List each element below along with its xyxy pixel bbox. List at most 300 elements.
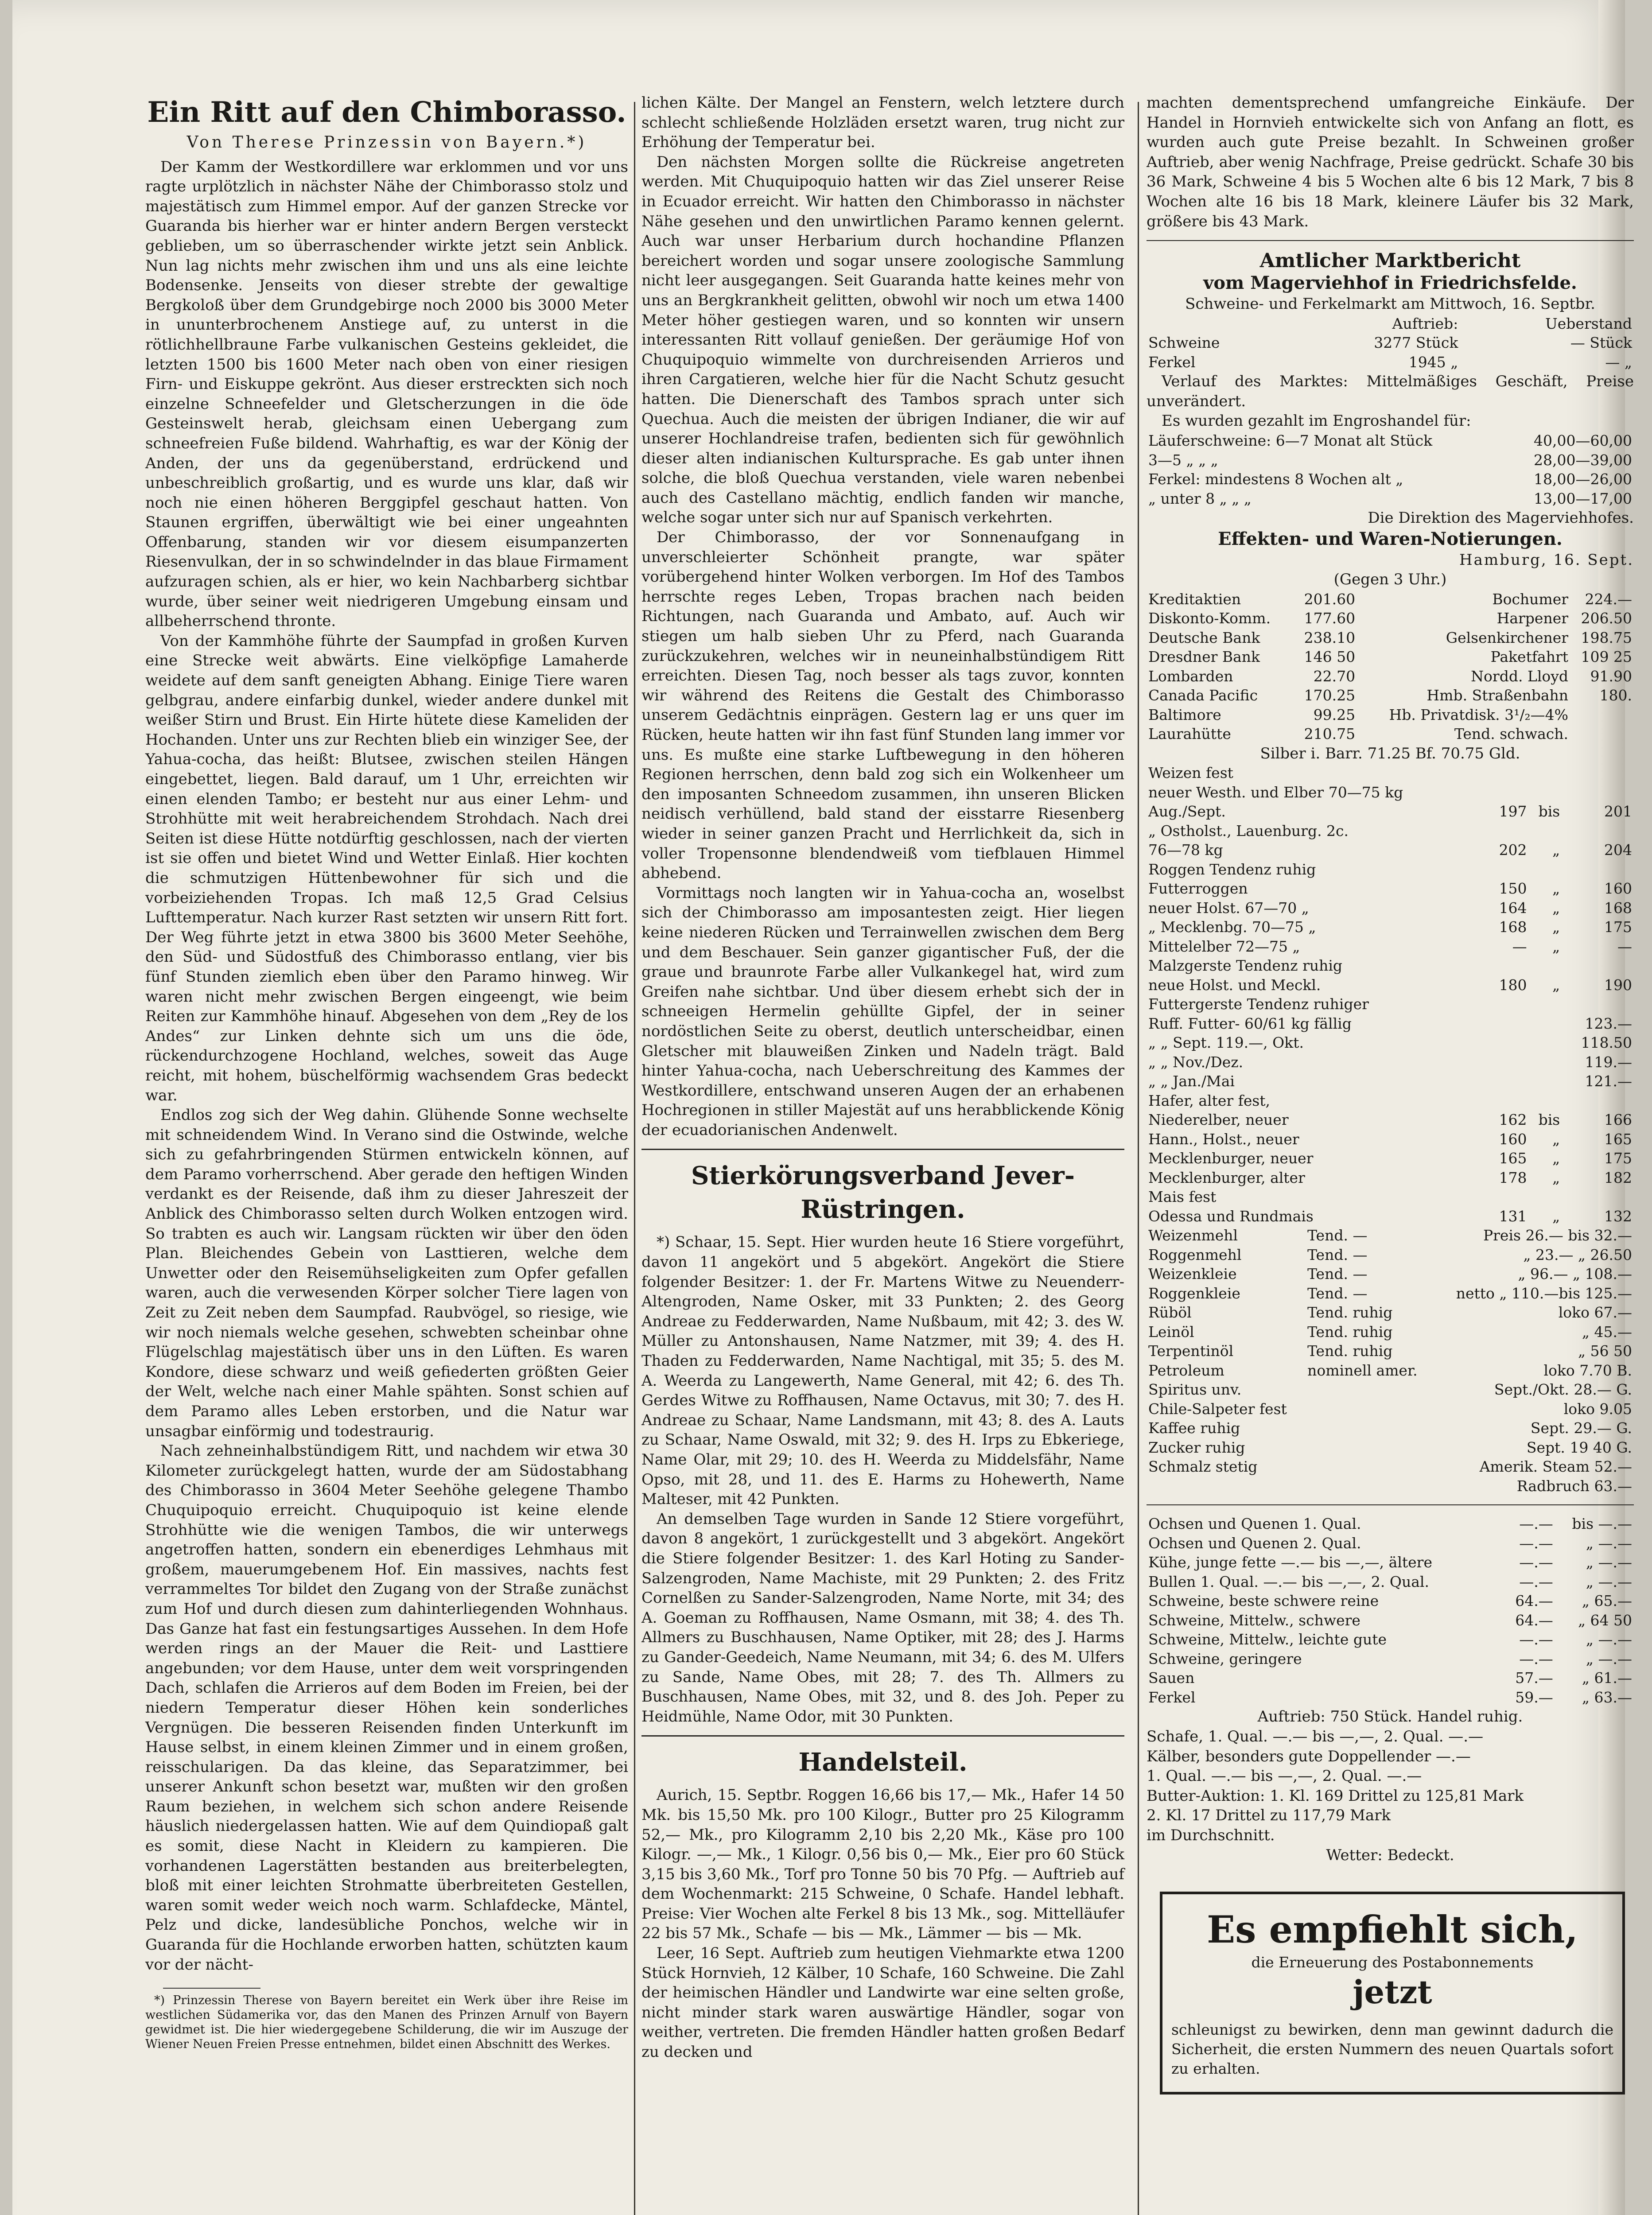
table-cell: 168: [1604, 899, 1632, 917]
table-cell: 164: [1499, 899, 1527, 917]
table-row: [1147, 647, 1634, 667]
table-cell: [1487, 1053, 1529, 1072]
table-cell: [1306, 1418, 1433, 1438]
table-cell: Bullen 1. Qual. —.— bis —,—, 2. Qual.: [1148, 1573, 1429, 1590]
column-divider: [634, 102, 635, 2215]
table-cell: [1487, 1033, 1529, 1053]
table-row: [1147, 763, 1634, 783]
table-cell: „ 96.— „ 108.—: [1518, 1265, 1632, 1283]
table-cell: „: [1552, 976, 1560, 994]
table-cell: Niederelber, neuer: [1148, 1111, 1289, 1129]
market-verlauf: Verlauf des Marktes: Mittelmäßiges Geschäft, Preise unverändert.: [1147, 373, 1634, 410]
table-row: [1147, 1226, 1634, 1245]
table-cell: 198.75: [1581, 629, 1632, 646]
table-cell: —.—: [1519, 1515, 1553, 1533]
table-cell: Spiritus unv.: [1148, 1381, 1242, 1399]
cattle-tail-line: Kälber, besonders gute Doppellender —.—: [1147, 1747, 1471, 1765]
table-cell: „: [1552, 1150, 1560, 1167]
table-cell: Terpentinöl: [1148, 1342, 1234, 1360]
table-cell: Sept. 19 40 G.: [1526, 1438, 1632, 1456]
cattle-table: [1147, 1514, 1634, 1707]
table-cell: 3—5 „ „ „: [1148, 451, 1218, 469]
table-cell: Preis 26.— bis 32.—: [1483, 1227, 1632, 1244]
table-cell: Tend. ruhig: [1307, 1342, 1393, 1360]
table-cell: — Stück: [1570, 334, 1632, 352]
cattle-auftrieb: Auftrieb: 750 Stück. Handel ruhig.: [1257, 1708, 1523, 1726]
table-row: [1147, 860, 1634, 879]
table-cell: Mecklenburger, neuer: [1148, 1150, 1314, 1167]
table-row: [1147, 821, 1634, 841]
table-cell: Roggenkleie: [1148, 1284, 1240, 1302]
table-cell: Aug./Sept.: [1148, 803, 1226, 820]
table-cell: 166: [1604, 1111, 1632, 1129]
table-cell: 64.—: [1515, 1592, 1553, 1610]
table-cell: 160: [1604, 880, 1632, 898]
table-cell: „ 61.—: [1582, 1669, 1632, 1687]
table-row: [1147, 590, 1634, 609]
article-paragraph: lichen Kälte. Der Mangel an Fenstern, welch letztere durch schlecht schließende Holzläden ersetzt waren, trug nicht zur Erhöhung der Temperatur bei.: [641, 94, 1124, 152]
market-paragraph: machten dementsprechend umfangreiche Einkäufe. Der Handel in Hornvieh entwickelte sich von Anfang an flott, es wurden auch gute Preise bezahlt. In Schweinen großer Auftrieb, aber wenig Nachfrage, Preise gedrückt. Schafe 30 bis 36 Mark, Schweine 4 bis 5 Wochen alte 6 bis 12 Mark, 7 bis 8 Wochen alte 16 bis 18 Mark, kleinere Läufer bis 32 Mark, größere bis 43 Mark.: [1147, 94, 1634, 230]
engros-table: [1147, 431, 1634, 508]
table-cell: [1487, 783, 1529, 802]
table-row: [1147, 937, 1634, 956]
table-cell: Odessa und Rundmais: [1148, 1207, 1314, 1225]
cattle-tail-line: 2. Kl. 17 Drittel zu 117,79 Mark: [1147, 1807, 1391, 1825]
direktion-signature: Die Direktion des Magerviehhofes.: [1368, 509, 1634, 527]
table-row: [1147, 1361, 1634, 1380]
table-cell: neuer Westh. und Elber 70—75 kg: [1148, 783, 1403, 801]
table-cell: Futterroggen: [1148, 880, 1248, 898]
table-row: [1147, 1130, 1634, 1149]
table-cell: „: [1552, 937, 1560, 955]
article-title: Ein Ritt auf den Chimborasso.: [147, 96, 626, 129]
table-cell: „: [1552, 918, 1560, 936]
table-cell: Schweine: [1148, 334, 1220, 352]
table-row: [1147, 724, 1634, 744]
table-cell: Tend. ruhig: [1307, 1323, 1393, 1341]
table-cell: loko 67.—: [1558, 1304, 1632, 1321]
silber-line: Silber i. Barr. 71.25 Bf. 70.75 Gld.: [1260, 744, 1520, 762]
table-row: [1147, 879, 1634, 898]
table-header: Ueberstand: [1545, 315, 1632, 332]
table-cell: 165: [1604, 1130, 1632, 1148]
table-row: [1147, 995, 1634, 1014]
table-cell: [1306, 1477, 1433, 1496]
table-cell: [1306, 1399, 1433, 1419]
table-cell: —.—: [1519, 1631, 1553, 1648]
table-cell: „: [1552, 1130, 1560, 1148]
table-cell: Schweine, beste schwere reine: [1148, 1592, 1379, 1610]
table-cell: [1306, 1457, 1433, 1477]
table-cell: —.—: [1519, 1534, 1553, 1552]
table-cell: Sept. 29.— G.: [1530, 1419, 1632, 1437]
table-cell: bis: [1538, 803, 1560, 820]
magerviehhof-market-date: Schweine- und Ferkelmarkt am Mittwoch, 16. Septbr.: [1185, 295, 1595, 313]
table-cell: Paketfahrt: [1490, 648, 1569, 666]
table-row: [1147, 1303, 1634, 1322]
table-cell: 18,00—26,00: [1534, 470, 1632, 488]
table-cell: Sauen: [1148, 1669, 1195, 1687]
table-row: [1147, 1187, 1634, 1207]
table-cell: Mais fest: [1148, 1188, 1217, 1206]
table-row: [1147, 1688, 1634, 1707]
table-cell: —.—: [1519, 1573, 1553, 1590]
table-cell: 3277 Stück: [1374, 334, 1458, 352]
table-cell: „ —.—: [1586, 1534, 1632, 1552]
table-cell: Lombarden: [1148, 667, 1233, 685]
table-cell: Roggen Tendenz ruhig: [1148, 860, 1316, 878]
table-cell: Leinöl: [1148, 1323, 1194, 1341]
table-cell: „ 65.—: [1582, 1592, 1632, 1610]
table-cell: —.—: [1519, 1554, 1553, 1571]
article-paragraph: Vormittags noch langten wir in Yahua-cocha an, woselbst sich der Chimborasso am imposantesten zeigt. Hier liegen keine niederen Rücken und Terrainwellen zwischen dem Berg und dem Beschauer. Sein ganzer gigantischer Fuß, der die graue und braunrote Farbe aller Vulkankegel hat, wird zum Greifen nahe sichtbar. Und über diesem erhebt sich der in schneeigen Hermelin gehüllte Gipfel, der in seiner nordöstlichen Seite zu oberst, deutlich unterscheidbar, einen Gletscher mit blauweißen Zinken und Nadeln trägt. Bald hinter Yahua-cocha, nach Ueberschreitung des Kammes der Westkordillere, entschwand unseren Augen der an erhabenen Hochregionen in stiller Majestät auf uns herabblickende König der ecuadorianischen Andenwelt.: [641, 884, 1124, 1139]
table-cell: Laurahütte: [1148, 725, 1231, 743]
table-cell: Hafer, alter fest,: [1148, 1092, 1271, 1109]
table-cell: 165: [1499, 1150, 1527, 1167]
table-row: [1147, 1514, 1634, 1534]
cattle-tail-line: Butter-Auktion: 1. Kl. 169 Drittel zu 125,81 Mark: [1147, 1787, 1524, 1805]
table-cell: Sept./Okt. 28.— G.: [1494, 1381, 1632, 1399]
table-cell: [1529, 1014, 1562, 1034]
table-cell: Malzgerste Tendenz ruhig: [1148, 957, 1343, 975]
table-cell: [1487, 956, 1529, 975]
table-row: [1147, 1207, 1634, 1226]
table-row: [1147, 1611, 1634, 1630]
table-cell: [1562, 821, 1634, 841]
table-cell: Futtergerste Tendenz ruhiger: [1148, 995, 1369, 1013]
table-cell: [1529, 763, 1562, 783]
cattle-tail-line: 1. Qual. —.— bis —,—, 2. Qual. —.—: [1147, 1767, 1422, 1785]
table-cell: Amerik. Steam 52.—: [1479, 1458, 1632, 1476]
table-row: [1147, 1438, 1634, 1457]
cattle-tail-line: im Durchschnitt.: [1147, 1826, 1275, 1844]
table-cell: 204: [1604, 841, 1632, 859]
effekten-title: Effekten- und Waren-Notierungen.: [1218, 528, 1563, 549]
table-cell: „: [1552, 880, 1560, 898]
table-row: [1147, 1091, 1634, 1111]
table-cell: Petroleum: [1148, 1361, 1224, 1379]
section-rule: [1147, 240, 1634, 241]
table-row: [1147, 1591, 1634, 1611]
table-cell: neuer Holst. 67—70 „: [1148, 899, 1309, 917]
table-cell: 118.50: [1581, 1034, 1632, 1052]
table-cell: 132: [1604, 1207, 1632, 1225]
table-cell: Tend. —: [1307, 1265, 1368, 1283]
table-cell: Canada Pacific: [1148, 687, 1258, 704]
table-cell: 180: [1499, 976, 1527, 994]
table-row: [1147, 1668, 1634, 1688]
table-cell: 22.70: [1313, 667, 1356, 685]
table-row: [1147, 1014, 1634, 1034]
table-cell: [1529, 783, 1562, 802]
table-cell: „ 23.— „ 26.50: [1523, 1246, 1632, 1263]
table-cell: 170.25: [1304, 687, 1356, 704]
handel-paragraph: Aurich, 15. Septbr. Roggen 16,66 bis 17,— Mk., Hafer 14 50 Mk. bis 15,50 Mk. pro 100 Kilogr., Butter pro 25 Kilogramm 52,— Mk., pro Kilogramm 2,10 bis 2,20 Mk., Käse pro 100 Kilogr. —,— Mk., 1 Kilogr. 0,56 bis 0,— Mk., Eier pro 60 Stück 3,15 bis 3,60 Mk., Torf pro Tonne 50 bis 70 Pfg. — Auftrieb auf dem Wochenmarkt: 215 Schweine, 0 Schafe. Handel lebhaft. Preise: Vier Wochen alte Ferkel 8 bis 13 Mk., sog. Mittelläufer 22 bis 57 Mk., Schafe — bis — Mk., Lämmer — bis — Mk.: [641, 1786, 1124, 1943]
table-cell: [1529, 995, 1562, 1014]
cattle-tail-line: Schafe, 1. Qual. —.— bis —,—, 2. Qual. —.—: [1147, 1728, 1484, 1745]
table-cell: nominell amer.: [1307, 1361, 1418, 1379]
ad-headline: Es empfiehlt sich,: [1207, 1908, 1578, 1952]
table-cell: [1562, 1091, 1634, 1111]
table-row: [1147, 1649, 1634, 1669]
stocks-table: [1147, 590, 1634, 744]
table-cell: [1487, 1091, 1529, 1111]
table-row: [1147, 1630, 1634, 1649]
table-cell: 146 50: [1304, 648, 1356, 666]
table-cell: Kaffee ruhig: [1148, 1419, 1240, 1437]
table-cell: [1306, 1438, 1433, 1457]
table-cell: Kühe, junge fette —.— bis —,—, ältere: [1148, 1554, 1432, 1571]
footnote-rule: [163, 1988, 260, 1989]
footnote: *) Prinzessin Therese von Bayern bereitet ein Werk über ihre Reise im westlichen Südamerika vor, das den Manen des Prinzen Arnulf von Bayern gewidmet ist. Die hier wiedergegebene Schilderung, die wir im Auszuge der Wiener Neuen Freien Presse entnehmen, bildet einen Abschnitt des Werkes.: [145, 1994, 628, 2052]
table-cell: 131: [1499, 1207, 1527, 1225]
table-cell: [1570, 705, 1634, 725]
table-cell: Ochsen und Quenen 1. Qual.: [1148, 1515, 1361, 1533]
table-row: [1147, 917, 1634, 937]
table-row: [1147, 1341, 1634, 1361]
table-cell: Roggenmehl: [1148, 1246, 1242, 1263]
table-header: Auftrieb:: [1392, 315, 1458, 332]
table-cell: netto „ 110.—bis 125.—: [1456, 1284, 1632, 1302]
table-cell: Tend. ruhig: [1307, 1304, 1393, 1321]
table-row: [1147, 1168, 1634, 1188]
table-cell: 59.—: [1515, 1688, 1553, 1706]
table-cell: 121.—: [1585, 1073, 1632, 1090]
handel-paragraph: Leer, 16 Sept. Auftrieb zum heutigen Viehmarkte etwa 1200 Stück Hornvieh, 12 Kälber, 10 Schafe, 160 Schweine. Die Zahl der heimischen Händler und Landwirte war eine selten große, nicht minder stark waren auswärtige Händler, sogar von weither, vertreten. Die fremden Händler hatten großen Bedarf zu decken und: [641, 1944, 1124, 2061]
table-row: [1147, 1380, 1634, 1399]
table-cell: „: [1552, 1169, 1560, 1186]
table-cell: Hmb. Straßenbahn: [1427, 687, 1569, 704]
section-rule: [1147, 1504, 1634, 1505]
table-cell: „ Ostholst., Lauenburg. 2c.: [1148, 822, 1349, 839]
article-paragraph: Nach zehneinhalbstündigem Ritt, und nachdem wir etwa 30 Kilometer zurückgelegt hatten, wurde der am Südostabhang des Chimborasso in 3604 Meter Seehöhe gelegene Thambo Chuquipoquio erreicht. Chuquipoquio ist keine elende Strohhütte wie die wenigen Tambos, die wir unterwegs angetroffen hatten, sondern ein ebenerdiges Lehmhaus mit großem, mauerumgebenem Hof. Ein massives, nachts fest verrammeltes Tor bildet den Zugang von der Straße zunächst zum Hof und durch diesen zum dahinterliegenden Wohnhaus. Das Ganze hat fast ein festungsartiges Aussehen. In dem Hofe werden rings an der Mauer die Reit- und Lasttiere angebunden; vor dem Hause, unter dem weit vorspringenden Dach, schlafen die Arrieros auf dem Boden im Freien, bei der niedern Temperatur dieser Höhen kein sonderliches Vergnügen. Die besseren Reisenden finden Unterkunft im Hause selbst, in einem kleinen Zimmer und in einem großen, reisschularigen. Da das kleine, das Separatzimmer, bei unserer Ankunft schon besetzt war, mußten wir den großen Raum beziehen, in welchem sich schon andere Reisende häuslich niedergelassen hatten. Wie auf dem Quindiopaß galt es somit, diese Nacht in Kleidern zu kampieren. Die vorhandenen Lagerstätten bestanden aus breiterbelegten, bloß mit einer leichten Strohmatte überbreiteten Gestellen, waren somit weder weich noch warm. Schlafdecke, Mäntel, Pelz und dicke, landesübliche Ponchos, welche wir in Guaranda für die Hochlande erworben hatten, schützten kaum vor der nächt-: [145, 1442, 628, 1974]
table-cell: Ferkel: [1148, 1688, 1196, 1706]
table-cell: 123.—: [1585, 1014, 1632, 1032]
table-row: [1147, 353, 1634, 372]
table-cell: Radbruch 63.—: [1516, 1477, 1632, 1495]
table-row: [1147, 975, 1634, 995]
table-row: [1147, 1110, 1634, 1130]
table-cell: 91.90: [1590, 667, 1632, 685]
table-cell: [1529, 1053, 1562, 1072]
table-cell: —: [1512, 937, 1527, 955]
subscription-ad: [1160, 1892, 1625, 2095]
table-cell: Hann., Holst., neuer: [1148, 1130, 1299, 1148]
table-cell: Kreditaktien: [1148, 590, 1241, 608]
table-row: [1147, 470, 1634, 489]
table-cell: 119.—: [1585, 1053, 1632, 1071]
table-cell: 99.25: [1313, 706, 1356, 723]
table-cell: [1487, 1072, 1529, 1091]
table-cell: 160: [1499, 1130, 1527, 1148]
table-cell: „ 45.—: [1582, 1323, 1632, 1341]
table-cell: [1529, 1033, 1562, 1053]
table-cell: —.—: [1519, 1650, 1553, 1667]
article-paragraph: Der Chimborasso, der vor Sonnenaufgang in unverschleierter Schönheit prangte, war später vorübergehend hinter Wolken verborgen. Im Hof des Tambos herrschte reges Leben, Tropas brachen nach beiden Richtungen, nach Guaranda und Ambato, auf. Auch wir stiegen um halb sieben Uhr zu Pferd, nach Guaranda zurückzukehren, welches wir in neuneinhalbstündigem Ritt erreichten. Diesen Tag, noch besser als tags zuvor, konnten wir während des Reitens die Gestalt des Chimborasso unserem Gedächtnis einprägen. Gestern lag er uns quer im Rücken, heute hatten wir ihn fast fünf Stunden lang immer vor uns. Es mußte eine starke Luftbewegung in den höheren Regionen herrschen, denn bald zog sich ein Wolkenheer um den imposanten Schneedom zusammen, ihn unseren Blicken neidisch verhüllend, bald stand der eisstarre Riesenberg wieder in seiner ganzen Pracht und Herrlichkeit da, sich in voller Tropensonne blendendweiß vom tiefblauen Himmel abhebend.: [641, 528, 1124, 882]
table-cell: [1487, 821, 1529, 841]
stier-paragraph: *) Schaar, 15. Sept. Hier wurden heute 16 Stiere vorgeführt, davon 11 angekört und 5 abgekört. Angekört die Stiere folgender Besitzer: 1. der Fr. Martens Witwe zu Neuenderr-Altengroden, Name Osker, mit 33 Punkten; 2. des Georg Andreae zu Fedderwarden, Name Nußbaum, mit 42; 3. des W. Müller zu Antonshausen, Name Natzmer, mit 39; 4. des H. Thaden zu Fedderwarden, Name Nachtigal, mit 35; 5. des M. A. Weerda zu Langewerth, Name General, mit 42; 6. des Th. Gerdes Witwe zu Roffhausen, Name Octavus, mit 30; 7. des H. Andreae zu Schaar, Name Landsmann, mit 43; 8. des A. Lauts zu Schaar, Name Oswald, mit 32; 9. des H. Irps zu Ebkeriege, Name Olar, mit 29; 10. des H. Weerda zu Middelsfähr, Name Opso, mit 28, und 11. des E. Harms zu Hohewerth, Name Malteser, mit 42 Punkten.: [641, 1233, 1124, 1508]
table-cell: „ 64 50: [1578, 1611, 1632, 1629]
newspaper-page: [12, 0, 1634, 2215]
table-cell: 224.—: [1585, 590, 1632, 608]
table-cell: [1487, 763, 1529, 783]
table-cell: 197: [1499, 803, 1527, 820]
table-cell: Diskonto-Komm.: [1148, 610, 1271, 627]
cattle-tail: [1147, 1727, 1634, 1846]
article-paragraph: Von der Kammhöhe führte der Saumpfad in großen Kurven eine Strecke weit abwärts. Eine vielköpfige Lamaherde weidete auf dem sanft geneigten Abhang. Einige Tiere waren gelbgrau, andere einfarbig dunkel, wieder andere dunkel mit weißer Stirn und Brust. Ein Hirte hütete diese Kameliden der Hochanden. Unter uns zur Rechten blieb ein winziger See, der Yahua-cocha, das heißt: Blutsee, zwischen steilen Hängen eingebettet, liegen. Bald darauf, um 1 Uhr, erreichten wir einen elenden Tambo; er besteht nur aus einer Lehm- und Strohhütte mit weit herabreichendem Strohdach. Nach drei Seiten ist diese Hütte notdürftig geschlossen, nach der vierten ist sie offen und bietet Wind und Wetter Einlaß. Hier kochten die schmutzigen Hüttenbewohner für sich und die vorbeiziehenden Tropas. Ich maß 12,5 Grad Celsius Lufttemperatur. Nach kurzer Rast setzten wir unsern Ritt fort. Der Weg führte jetzt in etwa 3800 bis 3600 Meter Seehöhe, den Süd- und Südostfuß des Chimborasso entlang, vier bis fünf Stunden ziemlich eben über den Paramo hinweg. Wir waren nicht mehr zwischen Bergen eingeengt, wie beim Reiten zur Kammhöhe hinauf. Abgesehen von dem „Rey de los Andes“ zur Linken dehnte sich um uns die öde, rückendurchzogene Hochland, welches, soweit das Auge reicht, mit hohem, büschelförmig wachsendem Gras bedeckt war.: [145, 632, 628, 1104]
table-row: [1147, 686, 1634, 705]
table-cell: „ „ Nov./Dez.: [1148, 1053, 1244, 1071]
table-cell: 57.—: [1515, 1669, 1553, 1687]
stier-paragraph: An demselben Tage wurden in Sande 12 Stiere vorgeführt, davon 8 angekört, 1 zurückgestellt und 3 abgekört. Angekört die Stiere folgender Besitzer: 1. des Karl Hoting zu Sander-Salzengroden, Name Machiste, mit 29 Punkten; 2. des Fritz Cornelßen zu Sander-Salzengroden, Name Norte, mit 34; des A. Goeman zu Roffhausen, Name Osmann, mit 38; 4. des Th. Allmers zu Buschhausen, Name Optiker, mit 28; des J. Harms zu Gander-Geedeich, Name Neumann, mit 34; 6. des M. Ulfers zu Sande, Name Obes, mit 28; 7. des Th. Allmers zu Buschhausen, Name Obes, mit 32, und 8. des Joh. Peper zu Heidmühle, Name Odor, mit 30 Punkten.: [641, 1510, 1124, 1725]
table-cell: loko 7.70 B.: [1543, 1361, 1632, 1379]
table-cell: „ —.—: [1586, 1631, 1632, 1648]
table-cell: Schweine, Mittelw., schwere: [1148, 1611, 1360, 1629]
table-cell: [1529, 1091, 1562, 1111]
table-cell: Weizen fest: [1148, 764, 1233, 782]
table-row: [1147, 489, 1634, 509]
column-1: [145, 93, 628, 2052]
article-paragraph: Den nächsten Morgen sollte die Rückreise angetreten werden. Mit Chuquipoquio hatten wir das Ziel unserer Reise in Ecuador erreicht. Wir hatten den Chimborasso in nächster Nähe gesehen und den unwirtlichen Paramo kennen gelernt. Auch war unser Herbarium durch hochandine Pflanzen bereichert worden und sogar unsere zoologische Sammlung nicht leer ausgegangen. Seit Guaranda hatte keines mehr von uns an Bergkrankheit gelitten, obwohl wir noch um etwa 1400 Meter höher gestiegen waren, und so konnten wir unsern interessanten Ritt vollauf genießen. Der geräumige Hof von Chuquipoquio wimmelte von durchreisenden Arrieros und ihren Cargatieren, welche hier für die Nacht Schutz gesucht hatten. Die Dienerschaft des Tambos sprach unter sich Quechua. Auch die meisten der übrigen Indianer, die wir auf unserer Hochlandreise trafen, bedienten sich für gewöhnlich dieser alten indianischen Kultursprache. Es gab unter ihnen solche, die bloß Quechua verstanden, viele waren nebenbei auch des Castellano mächtig, endlich fanden wir manche, welche sogar unter sich nur auf Spanisch verkehrten.: [641, 153, 1124, 527]
engros-intro: Es wurden gezahlt im Engroshandel für:: [1162, 412, 1471, 430]
table-cell: Ochsen und Quenen 2. Qual.: [1148, 1534, 1361, 1552]
table-cell: Weizenkleie: [1148, 1265, 1237, 1283]
table-cell: „ 56 50: [1578, 1342, 1632, 1360]
table-cell: 175: [1604, 918, 1632, 936]
table-cell: [1562, 763, 1634, 783]
table-cell: [1529, 956, 1562, 975]
column-divider: [1138, 102, 1139, 2215]
table-cell: „ Mecklenbg. 70—75 „: [1148, 918, 1316, 936]
table-cell: 64.—: [1515, 1611, 1553, 1629]
auftrieb-table: [1147, 314, 1634, 372]
table-cell: 40,00—60,00: [1534, 432, 1632, 450]
table-cell: Mecklenburger, alter: [1148, 1169, 1305, 1186]
table-cell: neue Holst. und Meckl.: [1148, 976, 1321, 994]
table-cell: 168: [1499, 918, 1527, 936]
column-2: [641, 93, 1124, 2062]
hamburg-dateline: Hamburg, 16. Sept.: [1459, 551, 1634, 569]
table-row: [1147, 956, 1634, 975]
table-cell: 201: [1604, 803, 1632, 820]
table-cell: Deutsche Bank: [1148, 629, 1260, 646]
table-cell: Tend. —: [1307, 1227, 1368, 1244]
table-cell: Bochumer: [1492, 590, 1569, 608]
table-cell: bis: [1538, 1111, 1560, 1129]
table-row: [1147, 1418, 1634, 1438]
table-cell: Rüböl: [1148, 1304, 1192, 1321]
table-cell: 76—78 kg: [1148, 841, 1223, 859]
table-row: [1147, 1284, 1634, 1303]
table-row: [1147, 1072, 1634, 1091]
stier-section-title: Stierkörungsverband Jever-Rüstringen.: [691, 1161, 1075, 1224]
article-paragraph: Endlos zog sich der Weg dahin. Glühende Sonne wechselte mit schneidendem Wind. In Verano sind die Ostwinde, welche sich zu gefahrbringenden Stürmen entwickeln können, auf dem Paramo vorherrschend. Aber gerade den heftigen Winden verdankt es der Reisende, daß ihm zu dieser Jahreszeit der Anblick des Chimborasso selten durch Wolken entzogen wird. So trabten es auch wir. Langsam rückten wir über den öden Plan. Bleichendes Gebein von Lasttieren, welche dem Unwetter oder den Reisemühseligkeiten zum Opfer gefallen waren, auch die verwesenden Körper solcher Tiere lagen von Zeit zu Zeit neben dem Saumpfad. Raubvögel, so riesige, wie wir noch niemals welche gesehen, schwebten scheinbar ohne Flügelschlag majestätisch über uns in den Lüften. Es waren Kondore, diese schwarz und weiß gefiederten größten Geier der Welt, welche nach einer Mahle spähten. Sonst schien auf dem Paramo alles Leben erstorben, und die Natur war unsagbar einförmig und todestraurig.: [145, 1106, 628, 1440]
table-cell: Tend. schwach.: [1454, 725, 1569, 743]
ad-body: schleunigst zu bewirken, denn man gewinnt dadurch die Sicherheit, die ersten Nummern des neuen Quartals sofort zu erhalten.: [1171, 2021, 1613, 2078]
table-cell: Weizenmehl: [1148, 1227, 1238, 1244]
table-cell: [1306, 1380, 1433, 1399]
table-row: [1147, 1033, 1634, 1053]
table-row: [1147, 667, 1634, 686]
table-row: [1147, 898, 1634, 918]
table-cell: Ferkel: [1148, 353, 1196, 371]
table-cell: 109 25: [1581, 648, 1632, 666]
table-cell: „ „ Jan./Mai: [1148, 1073, 1235, 1090]
table-row: [1147, 705, 1634, 725]
magerviehhof-subtitle: vom Magerviehhof in Friedrichsfelde.: [1203, 272, 1577, 294]
table-row: [1147, 1572, 1634, 1592]
table-cell: [1562, 1187, 1634, 1207]
table-cell: 238.10: [1304, 629, 1356, 646]
table-row: [1147, 333, 1634, 353]
table-cell: Chile-Salpeter fest: [1148, 1400, 1287, 1418]
handel-section-title: Handelsteil.: [798, 1748, 968, 1777]
table-cell: 162: [1499, 1111, 1527, 1129]
table-row: [1147, 1053, 1634, 1072]
table-cell: loko 9.05: [1563, 1400, 1632, 1418]
table-cell: Ruff. Futter- 60/61 kg fällig: [1148, 1014, 1352, 1032]
table-cell: [1562, 860, 1634, 879]
table-cell: Baltimore: [1148, 706, 1221, 723]
table-cell: Hb. Privatdisk. 3¹/₂—4%: [1389, 706, 1569, 723]
table-row: [1147, 451, 1634, 470]
table-cell: Tend. —: [1307, 1284, 1368, 1302]
table-cell: „ „ Sept. 119.—, Okt.: [1148, 1034, 1304, 1052]
table-cell: bis —.—: [1572, 1515, 1632, 1533]
table-cell: 175: [1604, 1150, 1632, 1167]
table-cell: [1562, 783, 1634, 802]
table-cell: 1945 „: [1408, 353, 1458, 371]
table-cell: 206.50: [1581, 610, 1632, 627]
magerviehhof-title: Amtlicher Marktbericht: [1259, 249, 1521, 272]
table-cell: [1570, 724, 1634, 744]
table-cell: 210.75: [1304, 725, 1356, 743]
table-cell: [1487, 860, 1529, 879]
table-row: [1147, 628, 1634, 648]
table-cell: [1529, 821, 1562, 841]
time-note: (Gegen 3 Uhr.): [1333, 571, 1447, 589]
table-row: [1147, 1322, 1634, 1342]
table-row: [1147, 609, 1634, 628]
ad-jetzt: jetzt: [1353, 1973, 1432, 2011]
table-cell: [1487, 995, 1529, 1014]
table-cell: —: [1617, 937, 1632, 955]
table-cell: [1487, 1187, 1529, 1207]
table-cell: Schweine, Mittelw., leichte gute: [1148, 1631, 1387, 1648]
table-row: [1147, 1553, 1634, 1572]
table-cell: 182: [1604, 1169, 1632, 1186]
table-cell: „ —.—: [1586, 1554, 1632, 1571]
table-row: [1147, 783, 1634, 802]
table-row: [1147, 1457, 1634, 1477]
table-cell: Läuferschweine: 6—7 Monat alt Stück: [1148, 432, 1433, 450]
goods-table: [1147, 763, 1634, 1226]
table-cell: Dresdner Bank: [1148, 648, 1260, 666]
table-cell: Ferkel: mindestens 8 Wochen alt „: [1148, 470, 1403, 488]
table-cell: Tend. —: [1307, 1246, 1368, 1263]
section-rule: [641, 1149, 1124, 1150]
table-cell: Gelsenkirchener: [1446, 629, 1569, 646]
table-cell: Zucker ruhig: [1148, 1438, 1245, 1456]
table-cell: „ unter 8 „ „ „: [1148, 490, 1252, 507]
table-cell: 180.: [1599, 687, 1632, 704]
column-3: [1147, 93, 1634, 2095]
goods2-table: [1147, 1226, 1634, 1496]
section-rule: [641, 1735, 1124, 1737]
table-cell: Harpener: [1497, 610, 1569, 627]
article-byline: Von Therese Prinzessin von Bayern.*): [187, 133, 587, 152]
table-cell: [1529, 1187, 1562, 1207]
